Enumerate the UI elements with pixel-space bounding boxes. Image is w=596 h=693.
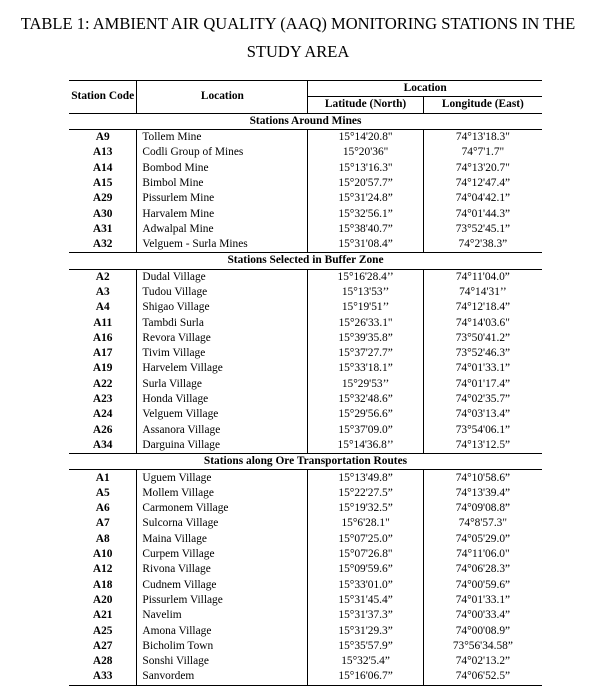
table-row <box>69 361 542 376</box>
location-cell: Bombod Mine <box>137 160 308 175</box>
header-location-group <box>308 81 542 97</box>
longitude-cell: 74°01'33.1” <box>423 361 542 376</box>
header-station-code <box>69 81 137 114</box>
location-cell: Tudou Village <box>137 285 308 300</box>
location-cell: Revora Village <box>137 331 308 346</box>
table-row <box>69 377 542 392</box>
station-code-cell: A33 <box>69 669 137 685</box>
location-cell: Assanora Village <box>137 423 308 438</box>
table-row <box>69 331 542 346</box>
latitude-cell: 15°29'56.6” <box>308 407 423 422</box>
latitude-cell: 15°22'27.5” <box>308 486 423 501</box>
station-code-cell: A12 <box>92 563 113 576</box>
station-code-cell: A17 <box>92 347 113 360</box>
table-row <box>69 593 542 608</box>
longitude-cell: 73°50'41.2” <box>423 331 542 346</box>
section-header-stations-around-mines <box>69 113 542 129</box>
table-row <box>69 176 542 191</box>
table-row <box>69 639 542 654</box>
section-title: Stations Selected in Buffer Zone <box>69 253 542 269</box>
longitude-cell: 74°13'12.5” <box>423 438 542 454</box>
latitude-cell: 15°31'29.3” <box>308 623 423 638</box>
table-title <box>0 10 596 66</box>
table-row <box>69 608 542 623</box>
table-row <box>69 470 542 486</box>
longitude-cell: 74°03'13.4” <box>423 407 542 422</box>
station-code-cell: A19 <box>92 362 113 375</box>
station-code-cell: A34 <box>92 438 113 451</box>
latitude-cell: 15°19'32.5” <box>308 501 423 516</box>
station-code-cell: A32 <box>92 238 113 251</box>
latitude-cell: 15°19'51’’ <box>308 300 423 315</box>
station-code-cell: A5 <box>95 486 110 499</box>
location-cell: Sulcorna Village <box>137 516 308 531</box>
header-location-text: Location <box>200 90 244 103</box>
location-cell: Cudnem Village <box>137 578 308 593</box>
latitude-cell: 15°35'57.9” <box>308 639 423 654</box>
location-cell: Bimbol Mine <box>137 176 308 191</box>
longitude-cell: 74°00'59.6” <box>423 578 542 593</box>
station-code-cell: A24 <box>92 408 113 421</box>
longitude-cell: 74°01'44.3” <box>423 206 542 221</box>
longitude-cell: 74°06'52.5” <box>423 669 542 685</box>
station-code-cell: A3 <box>95 286 110 298</box>
station-code-cell: A7 <box>95 517 110 530</box>
latitude-cell: 15°31'24.8” <box>308 191 423 206</box>
header-location-group-text: Location <box>403 82 447 95</box>
table-row <box>69 654 542 669</box>
longitude-cell: 74°10'58.6” <box>423 470 542 486</box>
station-code-cell: A31 <box>92 222 113 235</box>
station-code-cell: A10 <box>92 548 113 561</box>
latitude-cell: 15°33'18.1” <box>308 361 423 376</box>
latitude-cell: 15°13'49.8” <box>308 470 423 486</box>
latitude-cell: 15°39'35.8” <box>308 331 423 346</box>
longitude-cell: 74°04'42.1” <box>423 191 542 206</box>
longitude-cell: 74°06'28.3” <box>423 562 542 577</box>
latitude-cell: 15°16'28.4’’ <box>308 269 423 285</box>
aaq-stations-table <box>69 80 542 686</box>
table-row <box>69 145 542 160</box>
station-code-cell: A13 <box>92 146 113 159</box>
latitude-cell: 15°29'53’’ <box>308 377 423 392</box>
location-cell: Shigao Village <box>137 300 308 315</box>
latitude-cell: 15°20'57.7” <box>308 176 423 191</box>
location-cell: Darguina Village <box>137 438 308 454</box>
station-code-cell: A8 <box>95 532 110 545</box>
station-code-cell: A15 <box>92 176 113 189</box>
location-cell: Codli Group of Mines <box>137 145 308 160</box>
station-code-cell: A25 <box>92 624 113 637</box>
station-code-cell: A9 <box>95 131 110 144</box>
table-row <box>69 206 542 221</box>
longitude-cell: 74°14'31’’ <box>423 285 542 300</box>
section-header-stations-selected-in-buffer-zone <box>69 253 542 269</box>
longitude-cell: 74°00'33.4” <box>423 608 542 623</box>
latitude-cell: 15°37'09.0” <box>308 423 423 438</box>
longitude-cell: 74°14'03.6" <box>423 315 542 330</box>
latitude-cell: 15°33'01.0” <box>308 578 423 593</box>
latitude-cell: 15°07'26.8" <box>308 547 423 562</box>
table-row <box>69 129 542 145</box>
table-row <box>69 222 542 237</box>
station-code-cell: A11 <box>93 316 113 329</box>
station-code-cell: A27 <box>92 639 113 652</box>
table-row <box>69 532 542 547</box>
longitude-cell: 73°56'34.58” <box>423 639 542 654</box>
longitude-cell: 73°52'46.3” <box>423 346 542 361</box>
table-row <box>69 285 542 300</box>
section-header-stations-along-ore-transportation-routes <box>69 454 542 470</box>
table-row <box>69 578 542 593</box>
table-row <box>69 623 542 638</box>
latitude-cell: 15°09'59.6” <box>308 562 423 577</box>
location-cell: Maina Village <box>137 532 308 547</box>
location-cell: Dudal Village <box>137 269 308 285</box>
table-row <box>69 191 542 206</box>
location-cell: Uguem Village <box>137 470 308 486</box>
latitude-cell: 15°6'28.1" <box>308 516 423 531</box>
longitude-cell: 74°05'29.0” <box>423 532 542 547</box>
header-longitude <box>423 97 542 113</box>
latitude-cell: 15°31'08.4” <box>308 237 423 253</box>
latitude-cell: 15°26'33.1" <box>308 315 423 330</box>
table-row <box>69 516 542 531</box>
location-cell: Mollem Village <box>137 486 308 501</box>
latitude-cell: 15°14'36.8’’ <box>308 438 423 454</box>
section-title: Stations along Ore Transportation Routes <box>69 454 542 470</box>
table-row <box>69 237 542 253</box>
location-cell: Tollem Mine <box>137 129 308 145</box>
location-cell: Sonshi Village <box>137 654 308 669</box>
table-title-line-2: STUDY AREA <box>246 42 350 61</box>
longitude-cell: 74°7'1.7" <box>423 145 542 160</box>
station-code-cell: A23 <box>92 393 113 406</box>
table-row <box>69 392 542 407</box>
location-cell: Harvelem Village <box>137 361 308 376</box>
table-row <box>69 438 542 454</box>
latitude-cell: 15°37'27.7” <box>308 346 423 361</box>
location-cell: Velguem Village <box>137 407 308 422</box>
location-cell: Rivona Village <box>137 562 308 577</box>
longitude-cell: 74°11'04.0” <box>423 269 542 285</box>
station-code-cell: A16 <box>92 331 113 344</box>
table-header <box>69 81 542 114</box>
station-code-cell: A14 <box>92 161 113 174</box>
location-cell: Honda Village <box>137 392 308 407</box>
longitude-cell: 73°54'06.1” <box>423 423 542 438</box>
section-title: Stations Around Mines <box>69 113 542 129</box>
station-code-cell: A18 <box>92 578 113 591</box>
station-code-cell: A21 <box>92 609 113 622</box>
latitude-cell: 15°16'06.7” <box>308 669 423 685</box>
station-code-cell: A1 <box>95 471 110 484</box>
station-code-cell: A28 <box>92 655 113 668</box>
location-cell: Amona Village <box>137 623 308 638</box>
station-code-cell: A20 <box>92 593 113 606</box>
location-cell: Surla Village <box>137 377 308 392</box>
location-cell: Pissurlem Village <box>137 593 308 608</box>
latitude-cell: 15°20'36" <box>308 145 423 160</box>
longitude-cell: 74°02'35.7” <box>423 392 542 407</box>
latitude-cell: 15°32'5.4” <box>308 654 423 669</box>
latitude-cell: 15°13'53’’ <box>308 285 423 300</box>
longitude-cell: 74°02'13.2” <box>423 654 542 669</box>
table-row <box>69 407 542 422</box>
table-body <box>69 113 542 685</box>
longitude-cell: 74°13'20.7" <box>423 160 542 175</box>
longitude-cell: 74°09'08.8” <box>423 501 542 516</box>
location-cell: Pissurlem Mine <box>137 191 308 206</box>
header-station-code-text: Station Code <box>71 90 135 103</box>
station-code-cell: A22 <box>92 377 113 390</box>
table-row <box>69 160 542 175</box>
table-title-line-1: TABLE 1: AMBIENT AIR QUALITY (AAQ) MONITORING STATIONS IN THE <box>20 14 576 33</box>
table-row <box>69 423 542 438</box>
longitude-cell: 74°13'39.4” <box>423 486 542 501</box>
latitude-cell: 15°07'25.0” <box>308 532 423 547</box>
table-row <box>69 315 542 330</box>
location-cell: Carmonem Village <box>137 501 308 516</box>
longitude-cell: 74°01'33.1” <box>423 593 542 608</box>
latitude-cell: 15°32'56.1” <box>308 206 423 221</box>
location-cell: Navelim <box>137 608 308 623</box>
station-code-cell: A6 <box>95 502 110 515</box>
table-row <box>69 300 542 315</box>
longitude-cell: 74°00'08.9” <box>423 623 542 638</box>
latitude-cell: 15°38'40.7” <box>308 222 423 237</box>
longitude-cell: 74°13'18.3" <box>423 129 542 145</box>
location-cell: Sanvordem <box>137 669 308 685</box>
longitude-cell: 74°01'17.4” <box>423 377 542 392</box>
location-cell: Velguem - Surla Mines <box>137 237 308 253</box>
location-cell: Curpem Village <box>137 547 308 562</box>
table-row <box>69 547 542 562</box>
table-row <box>69 669 542 685</box>
station-code-cell: A30 <box>92 207 113 220</box>
location-cell: Bicholim Town <box>137 639 308 654</box>
latitude-cell: 15°32'48.6” <box>308 392 423 407</box>
longitude-cell: 74°12'47.4” <box>423 176 542 191</box>
location-cell: Adwalpal Mine <box>137 222 308 237</box>
location-cell: Tambdi Surla <box>137 315 308 330</box>
table-row <box>69 486 542 501</box>
header-longitude-text: Longitude (East) <box>441 98 524 111</box>
header-latitude-text: Latitude (North) <box>324 98 407 111</box>
longitude-cell: 74°2'38.3” <box>423 237 542 253</box>
table-row <box>69 562 542 577</box>
latitude-cell: 15°14'20.8" <box>308 129 423 145</box>
table-row <box>69 346 542 361</box>
station-code-cell: A2 <box>95 270 110 283</box>
station-code-cell: A4 <box>95 301 110 314</box>
location-cell: Tivim Village <box>137 346 308 361</box>
table-row <box>69 269 542 285</box>
station-code-cell: A29 <box>92 192 113 205</box>
header-latitude <box>308 97 423 113</box>
station-code-cell: A26 <box>92 423 113 436</box>
latitude-cell: 15°31'45.4” <box>308 593 423 608</box>
longitude-cell: 74°11'06.0" <box>423 547 542 562</box>
longitude-cell: 74°8'57.3" <box>423 516 542 531</box>
location-cell: Harvalem Mine <box>137 206 308 221</box>
latitude-cell: 15°31'37.3” <box>308 608 423 623</box>
table-row <box>69 501 542 516</box>
header-location <box>137 81 308 114</box>
latitude-cell: 15°13'16.3" <box>308 160 423 175</box>
longitude-cell: 73°52'45.1” <box>423 222 542 237</box>
longitude-cell: 74°12'18.4” <box>423 300 542 315</box>
